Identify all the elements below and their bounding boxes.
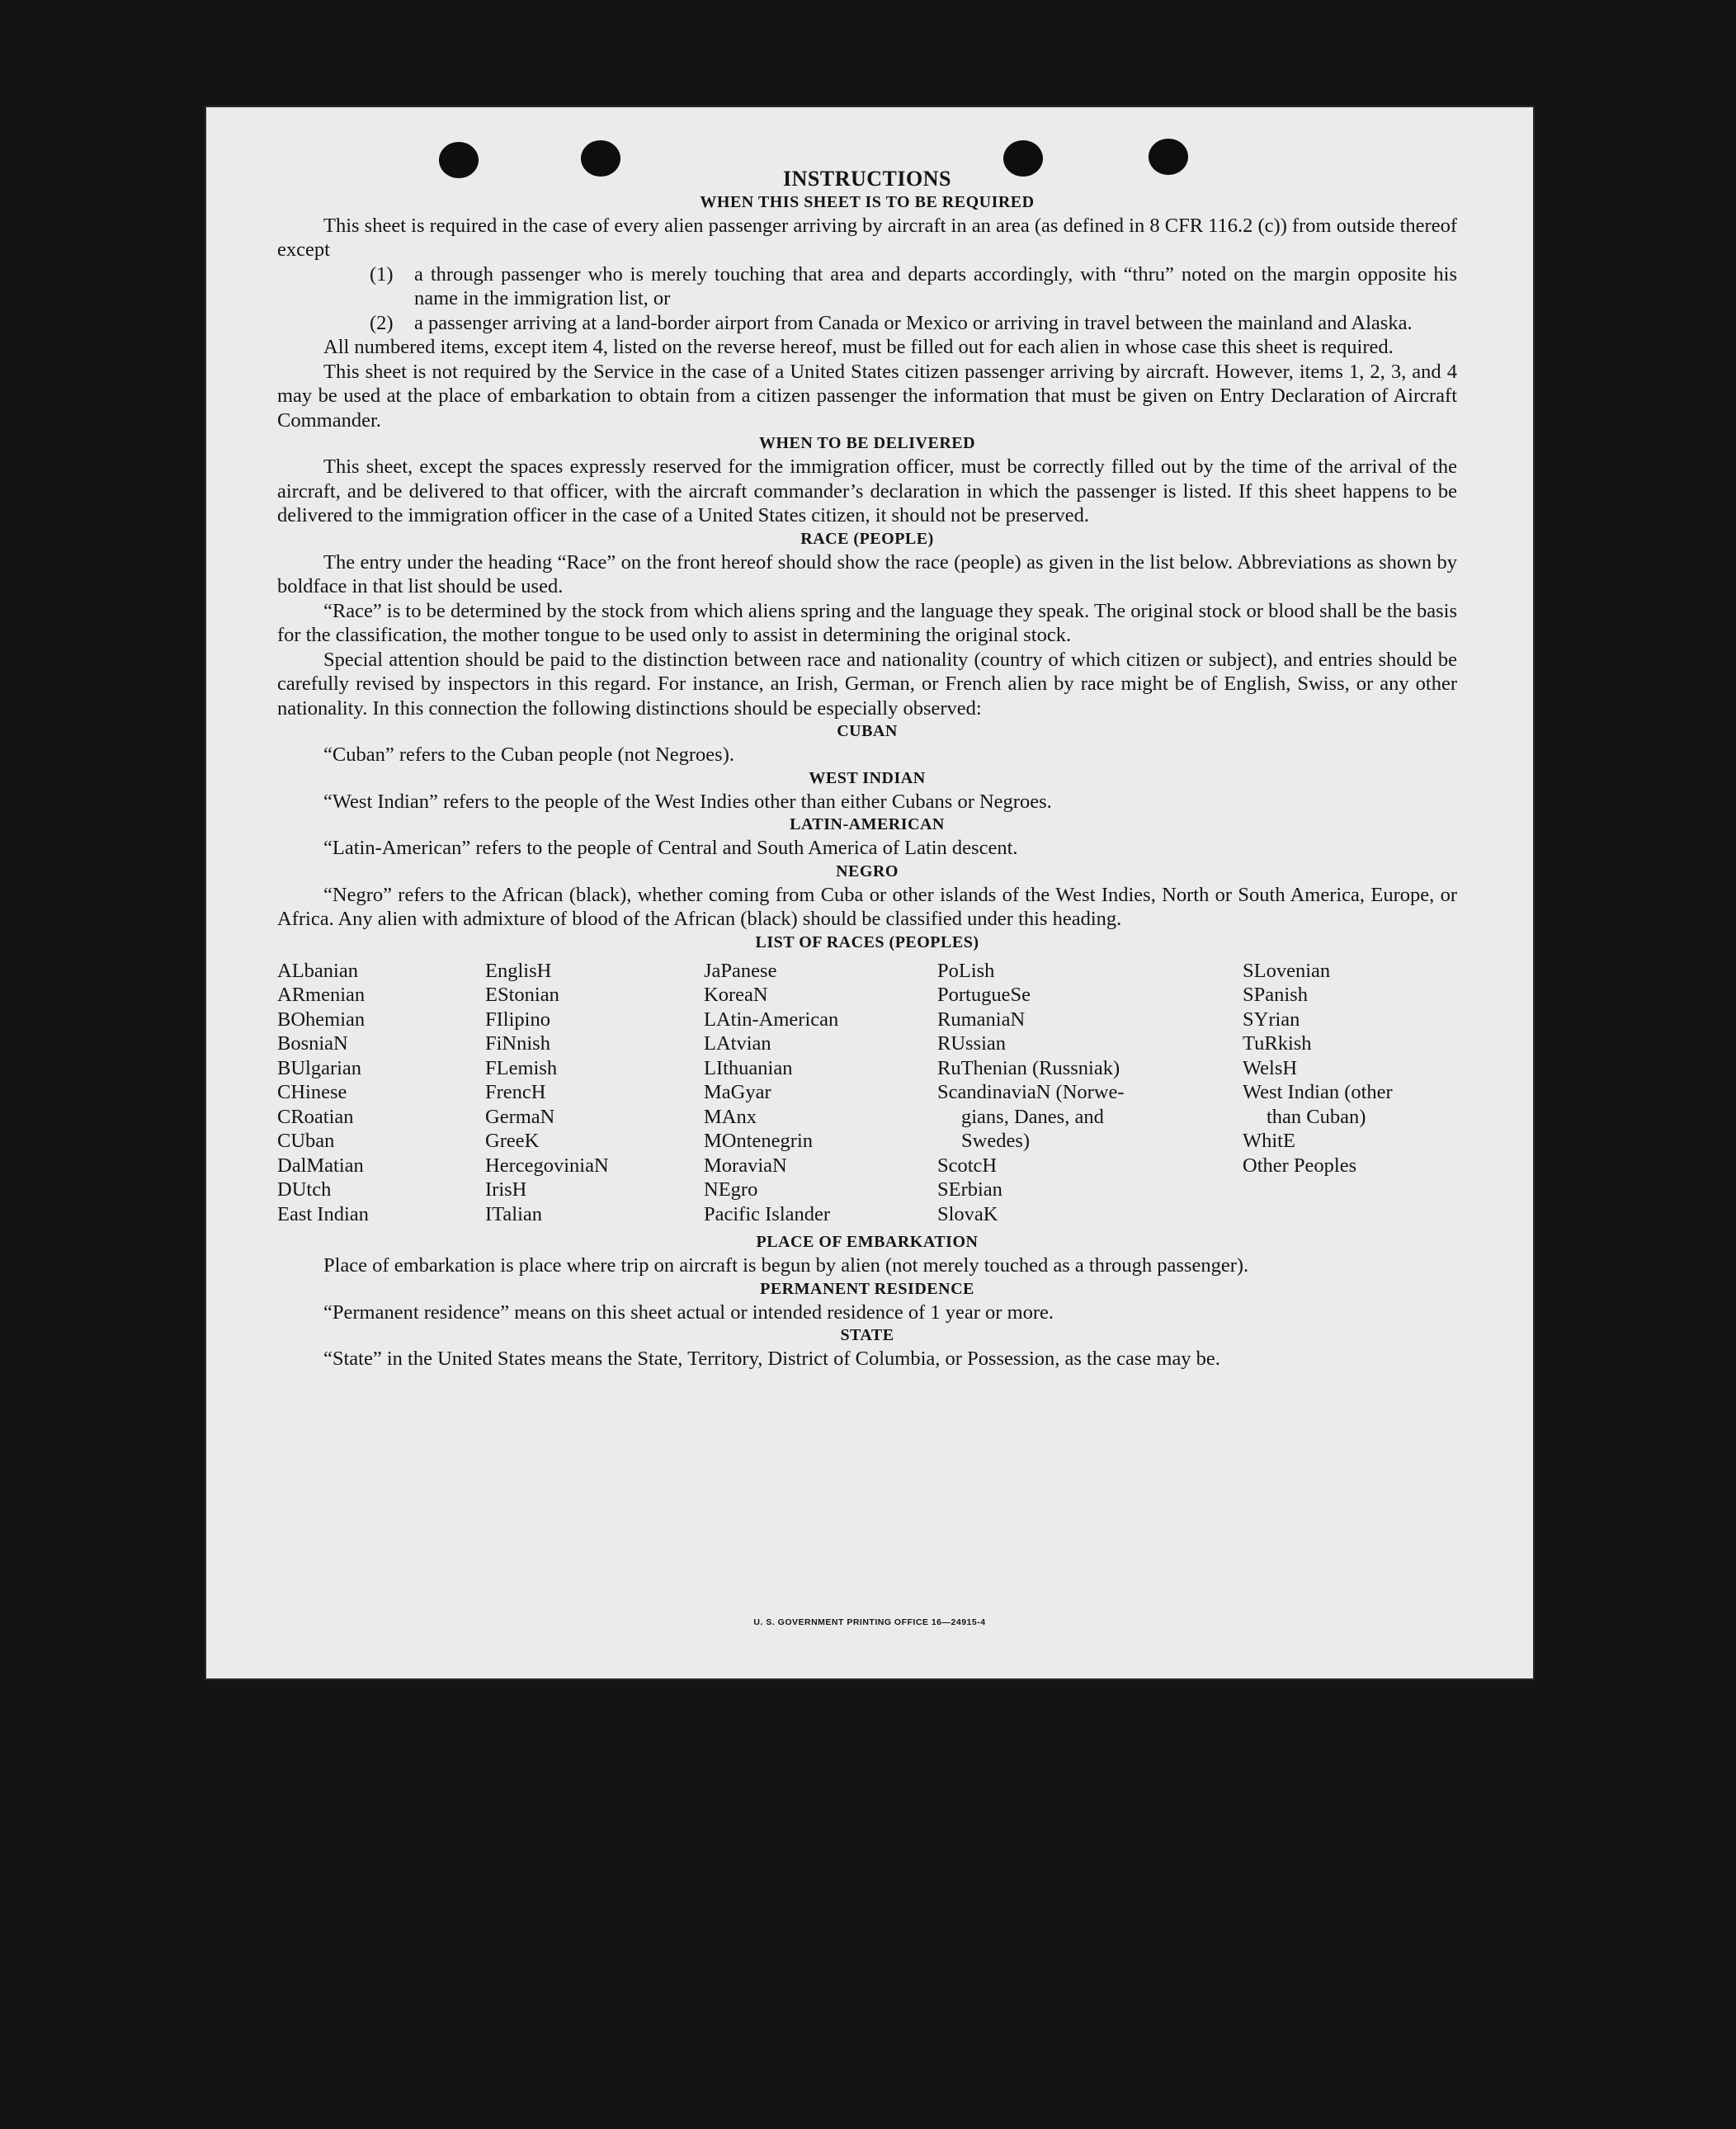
race-entry: EnglisH	[485, 959, 552, 982]
race-entry: WelsH	[1243, 1056, 1298, 1079]
race-entry: East Indian	[277, 1202, 369, 1225]
item-number: (1)	[370, 262, 394, 286]
section-heading: STATE	[840, 1326, 894, 1344]
paragraph: Special attention should be paid to the distinction between race and nationality (country of which citizen or subject), and entries should be carefully revised by inspectors in this regard. For instance, an Irish, German, or French alien by race might be of English, Swiss, or any other nationality. In this connection the following distinctions should be especially observed:	[277, 648, 1457, 720]
race-entry: JaPanese	[704, 959, 777, 982]
race-entry: GreeK	[485, 1130, 540, 1152]
race-entry: RUssian	[937, 1032, 1007, 1055]
item-number: (2)	[370, 311, 394, 334]
paragraph: “West Indian” refers to the people of the West Indies other than either Cubans or Negroes.	[323, 790, 1052, 813]
race-entry: MOntenegrin	[704, 1130, 813, 1152]
section-heading: LATIN-AMERICAN	[790, 815, 945, 833]
list-item	[277, 262, 1457, 311]
race-entry: KoreaN	[704, 984, 768, 1006]
section-heading: CUBAN	[837, 722, 898, 740]
race-entry: MAnx	[704, 1105, 757, 1128]
race-entry: DUtch	[277, 1178, 332, 1201]
section-heading: NEGRO	[836, 862, 899, 880]
race-entry: CRoatian	[277, 1105, 354, 1128]
section-heading: RACE (PEOPLE)	[800, 529, 934, 548]
race-entry: LAtin-American	[704, 1008, 839, 1031]
section-heading: WHEN THIS SHEET IS TO BE REQUIRED	[700, 192, 1035, 211]
paragraph: This sheet is not required by the Service in the case of a United States citizen passenger arriving by aircraft. However, items 1, 2, 3, and 4 may be used at the place of embarkation to obtain from a citizen passenger the information that must be given on Entry Declaration of Aircraft Commander.	[277, 360, 1457, 432]
race-entry: GermaN	[485, 1105, 555, 1128]
race-entry: FIlipino	[485, 1008, 550, 1031]
race-column	[1243, 959, 1457, 1227]
section-heading: WHEN TO BE DELIVERED	[758, 434, 976, 452]
race-entry: RumaniaN	[937, 1008, 1026, 1031]
race-entry: Pacific Islander	[704, 1202, 831, 1225]
race-entry: RuThenian (Russniak)	[937, 1056, 1120, 1079]
race-entry: FLemish	[485, 1056, 558, 1079]
race-entry: MoraviaN	[704, 1154, 787, 1177]
race-entry: LAtvian	[704, 1032, 771, 1055]
race-entry: IrisH	[485, 1178, 527, 1201]
section-heading: WEST INDIAN	[809, 768, 926, 787]
race-entry: SPanish	[1243, 984, 1308, 1006]
race-entry: TuRkish	[1243, 1032, 1312, 1055]
race-entry: HercegoviniaN	[485, 1154, 609, 1177]
race-entry: PoLish	[937, 959, 995, 982]
race-entry: BosniaN	[277, 1032, 348, 1055]
race-entry: than Cuban)	[1267, 1105, 1366, 1128]
race-entry: ScandinaviaN (Norwe-	[937, 1081, 1125, 1103]
race-entry: gians, Danes, and	[961, 1105, 1104, 1128]
paragraph: “Cuban” refers to the Cuban people (not Negroes).	[323, 743, 734, 766]
race-entry: EStonian	[485, 984, 559, 1006]
paragraph: The entry under the heading “Race” on the front hereof should show the race (people) as given in the list below. Abbreviations as shown by boldface in that list should be used.	[277, 550, 1457, 597]
race-entry: NEgro	[704, 1178, 758, 1201]
race-column	[704, 959, 937, 1227]
race-entry: SLovenian	[1243, 959, 1331, 982]
paragraph: All numbered items, except item 4, listed on the reverse hereof, must be filled out for each alien in whose case this sheet is required.	[323, 336, 1394, 358]
section-heading: PLACE OF EMBARKATION	[756, 1233, 979, 1251]
race-entry: LIthuanian	[704, 1056, 793, 1079]
paragraph: “State” in the United States means the State, Territory, District of Columbia, or Possession, as the case may be.	[323, 1348, 1220, 1370]
race-entry: ScotcH	[937, 1154, 998, 1177]
race-entry: ALbanian	[277, 959, 358, 982]
race-entry: ARmenian	[277, 984, 366, 1006]
race-entry: MaGyar	[704, 1081, 771, 1103]
item-text: a passenger arriving at a land-border airport from Canada or Mexico or arriving in travel between the mainland and Alaska.	[414, 311, 1413, 334]
race-entry: CUban	[277, 1130, 335, 1152]
document-sheet	[205, 106, 1535, 1680]
list-item	[277, 311, 1457, 336]
paragraph: “Race” is to be determined by the stock from which aliens spring and the language they speak. The original stock or blood shall be the basis for the classification, the mother tongue to be used only to assist in determining the original stock.	[277, 599, 1457, 646]
race-entry: Swedes)	[961, 1130, 1031, 1152]
paragraph: This sheet, except the spaces expressly reserved for the immigration officer, must be correctly filled out by the time of the arrival of the aircraft, and be delivered to that officer, with the aircraft commander’s declaration in which the passenger is listed. If this sheet happens to be delivered to the immigration officer in the case of a United States citizen, it should not be preserved.	[277, 456, 1457, 526]
page-title: INSTRUCTIONS	[783, 167, 951, 191]
race-entry: BOhemian	[277, 1008, 366, 1031]
race-entry: BUlgarian	[277, 1056, 362, 1079]
paragraph: “Permanent residence” means on this sheet actual or intended residence of 1 year or more.	[323, 1301, 1054, 1324]
race-entry: ITalian	[485, 1202, 543, 1225]
race-entry: PortugueSe	[937, 984, 1031, 1006]
paragraph: This sheet is required in the case of every alien passenger arriving by aircraft in an area (as defined in 8 CFR 116.2 (c)) from outside thereof except	[277, 214, 1457, 261]
race-entry: DalMatian	[277, 1154, 364, 1177]
paragraph: “Negro” refers to the African (black), whether coming from Cuba or other islands of the West Indies, North or South America, Europe, or Africa. Any alien with admixture of blood of the African (black) should be classified under this heading.	[277, 883, 1457, 930]
paragraph: “Latin-American” refers to the people of Central and South America of Latin descent.	[323, 837, 1018, 859]
race-entry: Other Peoples	[1243, 1154, 1357, 1177]
race-list	[277, 959, 1457, 1227]
section-heading: LIST OF RACES (PEOPLES)	[755, 932, 979, 951]
race-entry: SYrian	[1243, 1008, 1300, 1031]
race-entry: WhitE	[1243, 1130, 1295, 1152]
item-text: a through passenger who is merely touching that area and departs accordingly, with “thru” noted on the margin opposite his name in the immigration list, or	[414, 262, 1457, 309]
section-heading: PERMANENT RESIDENCE	[760, 1279, 974, 1298]
race-column	[937, 959, 1243, 1227]
race-entry: FiNnish	[485, 1032, 550, 1055]
race-entry: West Indian (other	[1243, 1081, 1393, 1103]
race-entry: FrencH	[485, 1081, 546, 1103]
paragraph: Place of embarkation is place where trip on aircraft is begun by alien (not merely touched as a through passenger).	[323, 1254, 1249, 1277]
instructions-text	[277, 163, 1457, 1371]
race-entry: SlovaK	[937, 1202, 998, 1225]
race-column	[485, 959, 704, 1227]
race-column	[277, 959, 485, 1227]
race-entry: CHinese	[277, 1081, 347, 1103]
printer-imprint: U. S. GOVERNMENT PRINTING OFFICE 16—24915-4	[753, 1617, 986, 1627]
race-entry: SErbian	[937, 1178, 1002, 1201]
